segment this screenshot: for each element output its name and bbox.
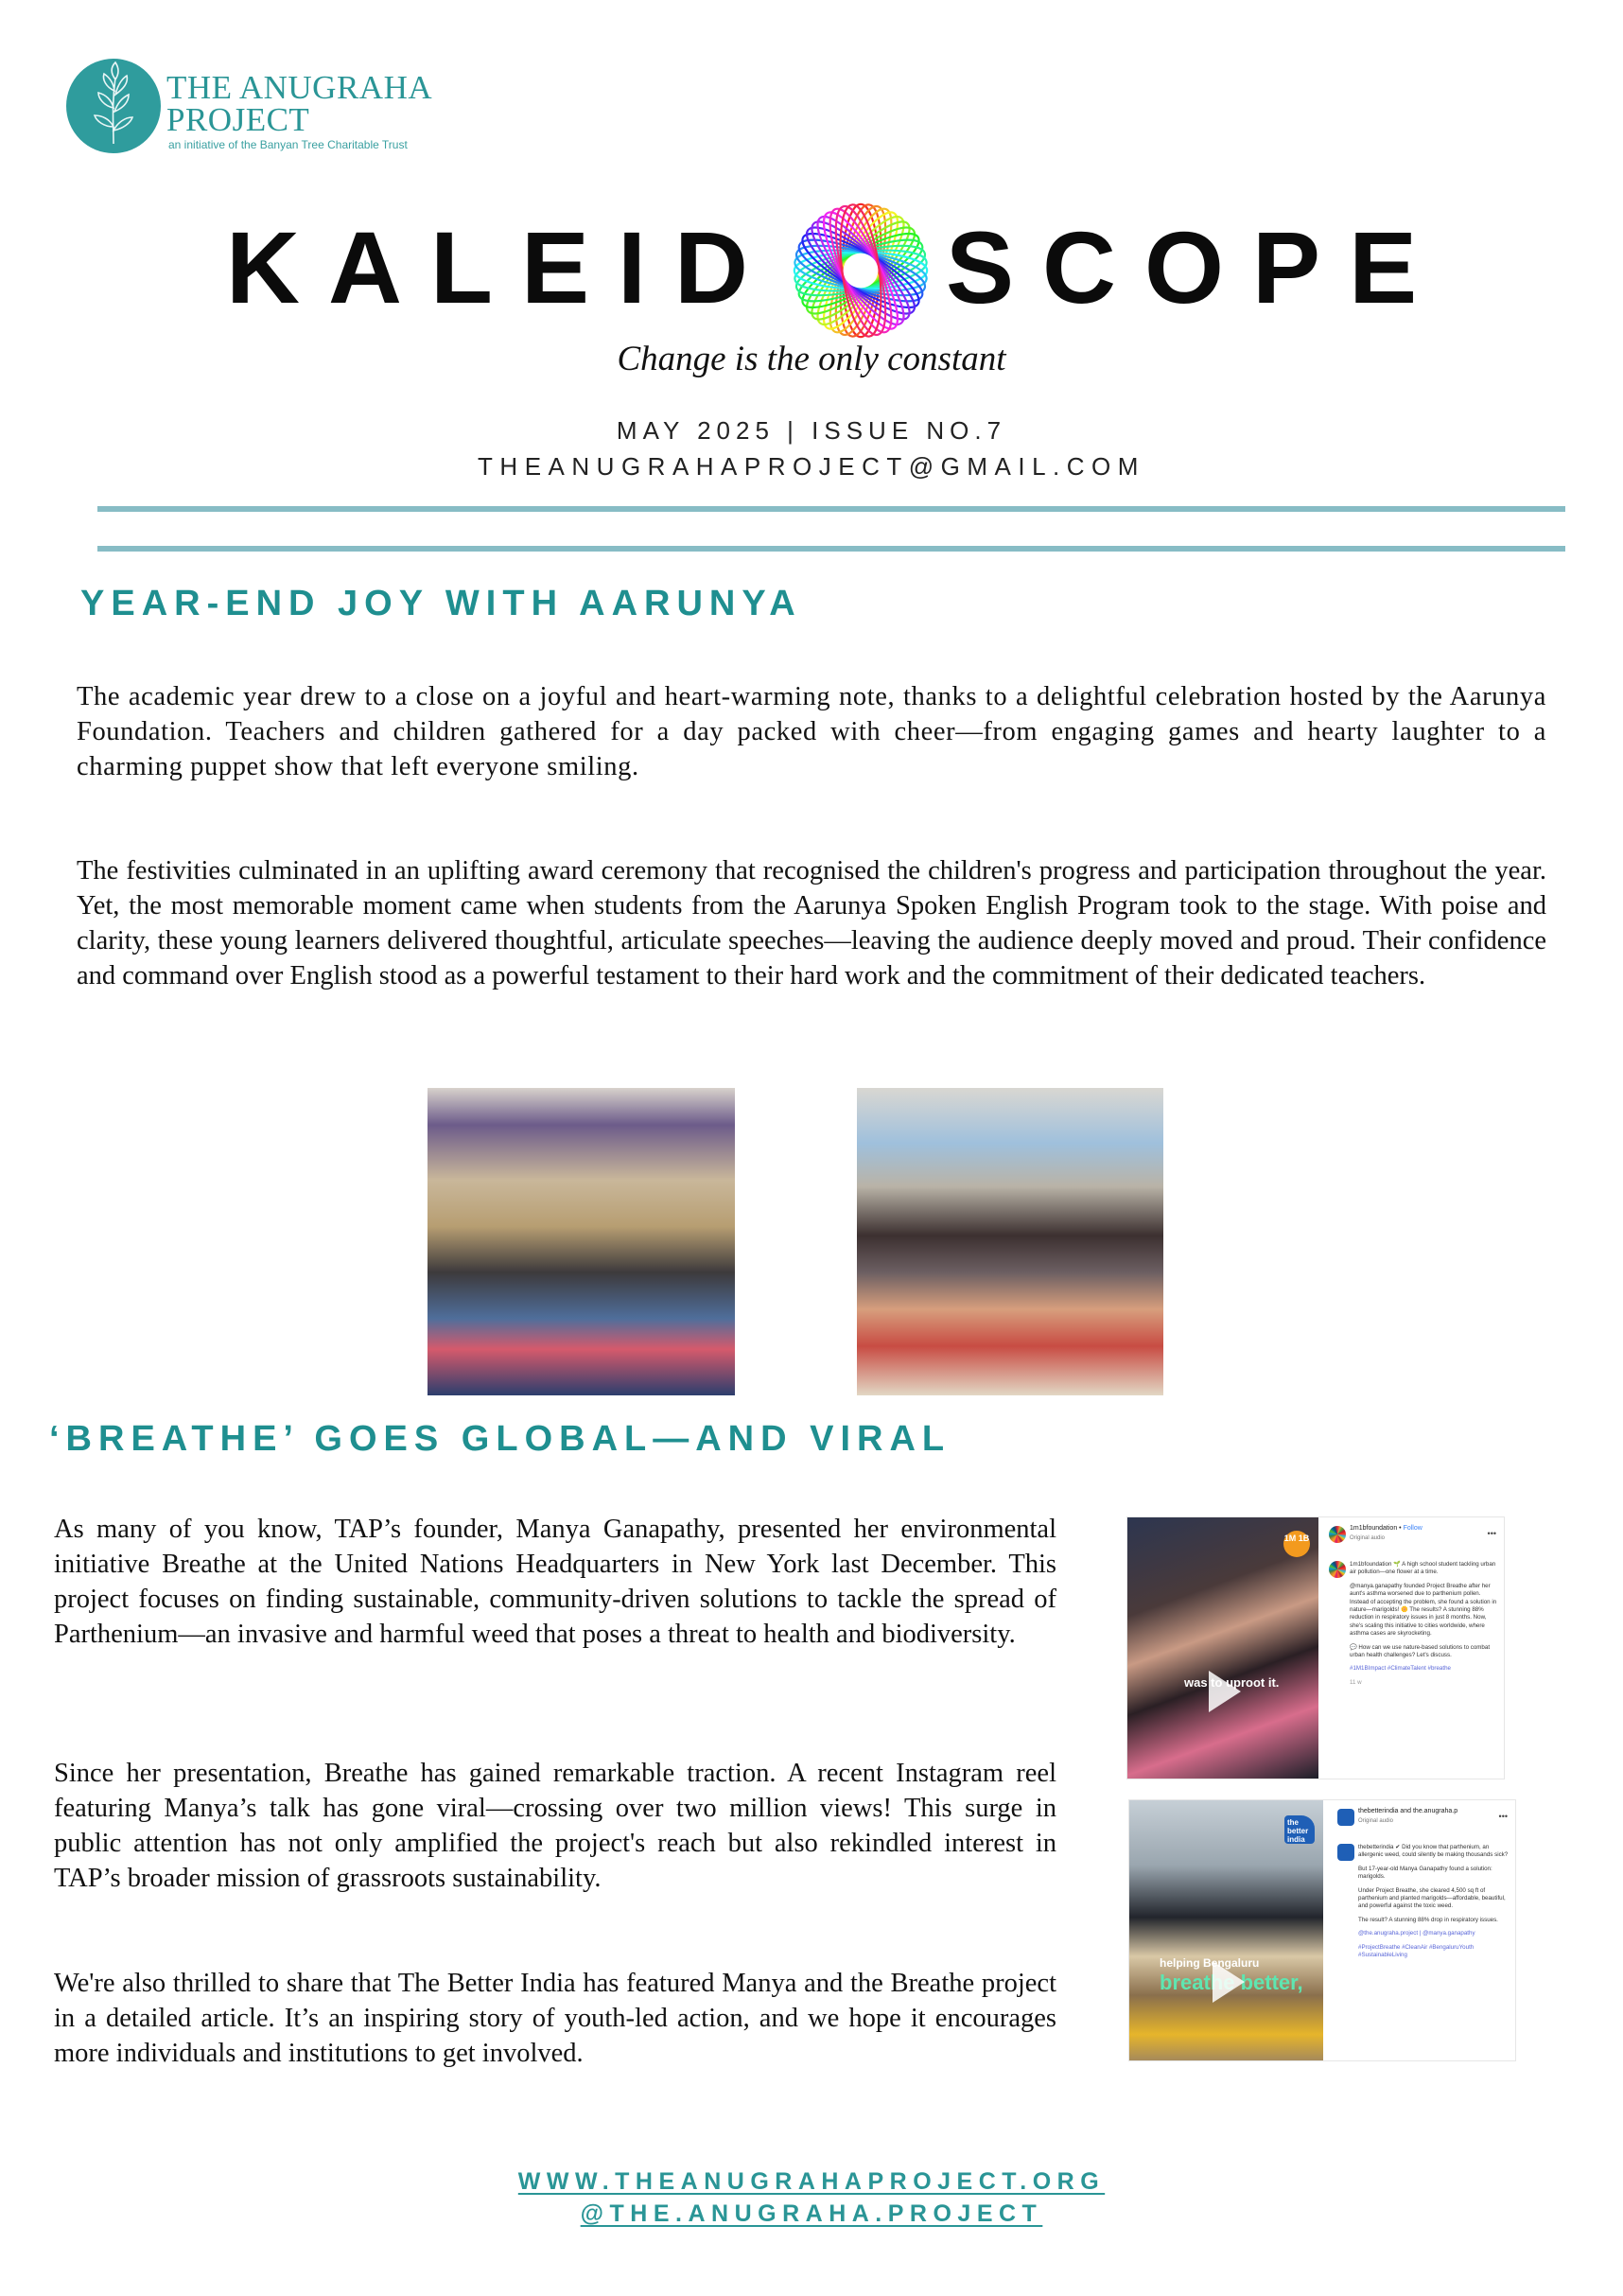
- post-caption: [1358, 1844, 1510, 1965]
- video-caption: was to uproot it.: [1184, 1675, 1280, 1690]
- play-icon[interactable]: [1213, 1961, 1245, 2003]
- logo-subtitle: an initiative of the Banyan Tree Charitable Trust: [168, 138, 408, 151]
- masthead-title-left: KALEID: [226, 210, 777, 324]
- divider-bottom: [97, 546, 1565, 552]
- post-caption: [1350, 1561, 1501, 1692]
- divider-top: [97, 506, 1565, 512]
- mentions[interactable]: @the.anugraha.project | @manya.ganapathy: [1358, 1930, 1475, 1937]
- logo-title-line1: THE ANUGRAHA: [166, 69, 433, 106]
- paragraph: The festivities culminated in an uplifting award ceremony that recognised the children's progress and participation throughout the year. Yet, the most memorable moment came when students from the Aarunya Spoken English Program took to the stage. With poise and clarity, these young learners delivered thoughtful, articulate speeches—leaving the audience deeply moved and proud. Their confidence and command over English stood as a powerful testament to their hard work and the commitment of their dedicated teachers.: [77, 856, 1546, 990]
- avatar: [1329, 1526, 1346, 1543]
- avatar: [1329, 1561, 1346, 1578]
- section-heading-breathe: ‘BREATHE’ GOES GLOBAL—AND VIRAL: [49, 1419, 951, 1459]
- instagram-post-betterindia[interactable]: [1128, 1799, 1516, 2061]
- account-name[interactable]: thebetterindia and the.anugraha.p: [1358, 1808, 1458, 1814]
- reel-video[interactable]: [1129, 1800, 1323, 2060]
- instagram-post-1m1b[interactable]: [1126, 1516, 1505, 1779]
- logo-title: [166, 69, 433, 138]
- paragraph: The academic year drew to a close on a joyful and heart-warming note, thanks to a delightful celebration hosted by the Aarunya Foundation. Teachers and children gathered for a day packed with cheer—from engaging games and hearty laughter to a charming puppet show that left everyone smiling.: [77, 682, 1546, 781]
- leaf-branch-icon: [66, 59, 161, 153]
- section-heading-aarunya: YEAR-END JOY WITH AARUNYA: [80, 584, 802, 623]
- logo-emblem: [66, 59, 161, 153]
- paragraph: As many of you know, TAP’s founder, Manya Ganapathy, presented her environmental initiative Breathe at the United Nations Headquarters in New York last December. This project focuses on finding sustainable, community-driven solutions to tackle the spread of Parthenium—an invasive and harmful weed that poses a threat to health and biodiversity.: [54, 1515, 1056, 1649]
- photo-children-seated: [857, 1088, 1163, 1395]
- instagram-handle-link[interactable]: @THE.ANUGRAHA.PROJECT: [580, 2200, 1043, 2227]
- issue-info: MAY 2025 | ISSUE NO.7: [616, 416, 1007, 445]
- more-options-icon[interactable]: •••: [1498, 1812, 1508, 1821]
- masthead-title-right: SCOPE: [946, 210, 1446, 324]
- video-caption: breathe better,: [1160, 1971, 1303, 1994]
- follow-button[interactable]: Follow: [1403, 1525, 1422, 1532]
- caption-line: But 17-year-old Manya Ganapathy found a solution: marigolds.: [1358, 1865, 1492, 1881]
- caption-line: 💬 How can we use nature-based solutions to combat urban health challenges? Let's discuss.: [1350, 1643, 1491, 1659]
- post-sidebar: [1328, 1800, 1515, 2060]
- hashtags[interactable]: #ProjectBreathe #CleanAir #BengaluruYouth #SustainableLiving: [1358, 1943, 1475, 1959]
- tagline: Change is the only constant: [617, 340, 1006, 378]
- the-better-india-badge: the better india: [1284, 1815, 1315, 1844]
- audio-label: Original audio: [1358, 1818, 1394, 1824]
- contact-email[interactable]: THEANUGRAHAPROJECT@GMAIL.COM: [478, 452, 1145, 481]
- logo-title-line2: PROJECT: [166, 101, 310, 138]
- paragraph: We're also thrilled to share that The Better India has featured Manya and the Breathe project in a detailed article. It’s an inspiring story of youth-led action, and we hope it encourages more individuals and institutions to get involved.: [54, 1969, 1056, 2068]
- more-options-icon[interactable]: •••: [1487, 1529, 1496, 1538]
- play-icon[interactable]: [1209, 1671, 1241, 1712]
- caption-line: 1m1bfoundation 🌱 A high school student tackling urban air pollution—one flower at a time.: [1350, 1561, 1496, 1576]
- website-link[interactable]: WWW.THEANUGRAHAPROJECT.ORG: [517, 2168, 1106, 2195]
- caption-line: thebetterindia ✔ Did you know that parthenium, an allergenic weed, could silently be making thousands sick?: [1358, 1844, 1509, 1859]
- caption-line: Under Project Breathe, she cleared 4,500 sq ft of parthenium and planted marigolds—affordable, beautiful, and powerful against the toxic weed.: [1358, 1886, 1506, 1910]
- hashtags[interactable]: #1M1BImpact #ClimateTalent #breathe: [1350, 1665, 1451, 1673]
- caption-line: The result? A stunning 88% drop in respiratory issues.: [1358, 1916, 1498, 1923]
- caption-line: @manya.ganapathy founded Project Breathe after her aunt's asthma worsened due to parthenium pollen. Instead of accepting the problem, she found a solution in nature—marigolds! 🌼 The results? A stunning 88% reduction in respiratory issues in just 8 months. Now, she's scaling this initiative to cities worldwide, where asthma cases are skyrocketing.: [1350, 1582, 1497, 1638]
- photo-puppet-show: [428, 1088, 735, 1395]
- avatar: [1337, 1844, 1354, 1861]
- reel-video[interactable]: [1127, 1517, 1318, 1779]
- paragraph: Since her presentation, Breathe has gained remarkable traction. A recent Instagram reel featuring Manya’s talk has gone viral—crossing over two million views! This surge in public attention has not only amplified the project's reach but also rekindled interest in TAP’s broader mission of grassroots sustainability.: [54, 1759, 1056, 1893]
- post-age: 11 w: [1350, 1678, 1362, 1686]
- audio-label: Original audio: [1350, 1535, 1386, 1541]
- masthead: [0, 197, 1623, 339]
- video-caption: helping Bengaluru: [1160, 1956, 1260, 1970]
- post-sidebar: [1319, 1517, 1504, 1779]
- account-name[interactable]: 1m1bfoundation • Follow: [1350, 1525, 1422, 1532]
- avatar: [1337, 1809, 1354, 1826]
- kaleidoscope-flower-icon: [787, 197, 934, 344]
- 1m1b-badge: 1M 1B: [1283, 1531, 1310, 1557]
